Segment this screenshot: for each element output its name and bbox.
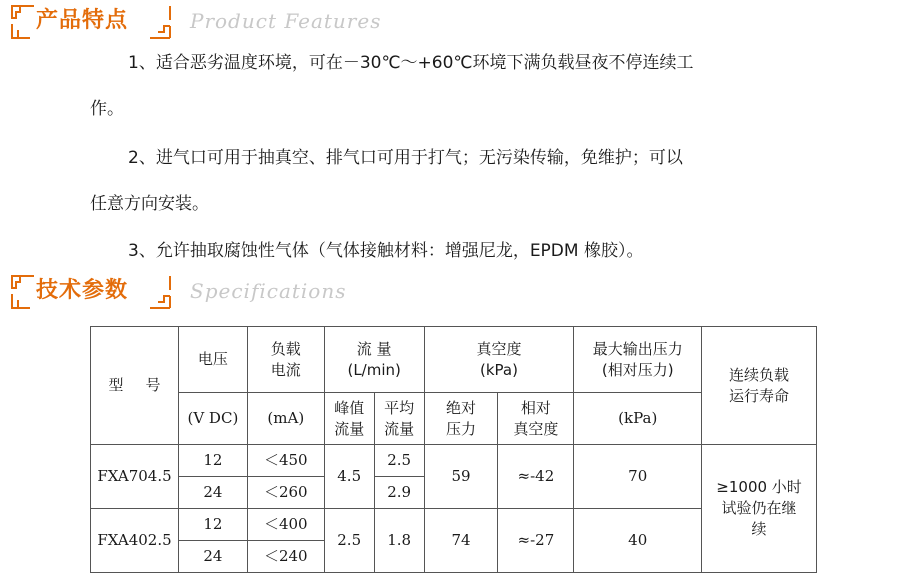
- feature-1-line1: 1、适合恶劣温度环境，可在－30℃～+60℃环境下满负载昼夜不停连续工: [128, 53, 694, 73]
- header-flow-peak: 峰值 流量: [324, 393, 374, 445]
- header-flow-avg: 平均 流量: [374, 393, 424, 445]
- table-cell: 40: [574, 509, 702, 573]
- row-model-2: FXA402.5: [91, 509, 179, 573]
- table-cell: 70: [574, 445, 702, 509]
- header-pressure-unit: (kPa): [574, 393, 702, 445]
- feature-1: [90, 40, 830, 132]
- header-life: 连续负载 运行寿命: [702, 327, 817, 445]
- feature-1-line2: 作。: [90, 99, 124, 119]
- header-pressure: 最大输出压力 (相对压力): [574, 327, 702, 393]
- header-model: 型 号: [91, 327, 179, 445]
- table-cell: 24: [178, 541, 247, 573]
- header-current: 负载 电流: [247, 327, 324, 393]
- table-cell: 4.5: [324, 445, 374, 509]
- spec-table: [90, 326, 817, 573]
- header-voltage: 电压: [178, 327, 247, 393]
- table-cell: ＜260: [247, 477, 324, 509]
- table-cell: 2.5: [324, 509, 374, 573]
- header-vac-rel: 相对 真空度: [498, 393, 574, 445]
- header-current-unit: (mA): [247, 393, 324, 445]
- feature-2-line1: 2、进气口可用于抽真空、排气口可用于打气；无污染传输，免维护；可以: [128, 148, 683, 168]
- spec-title-en: Specifications: [190, 279, 347, 303]
- table-cell: ≈-27: [498, 509, 574, 573]
- feature-3-line1: 3、允许抽取腐蚀性气体（气体接触材料：增强尼龙，EPDM 橡胶）。: [128, 241, 644, 261]
- table-cell: 24: [178, 477, 247, 509]
- row-model-1: FXA704.5: [91, 445, 179, 509]
- features-header: [0, 2, 900, 42]
- header-voltage-unit: (V DC): [178, 393, 247, 445]
- table-cell: 2.5: [374, 445, 424, 477]
- header-flow: 流 量 (L/min): [324, 327, 424, 393]
- table-cell: 59: [424, 445, 498, 509]
- table-cell: 2.9: [374, 477, 424, 509]
- life-cell: ≥1000 小时 试验仍在继 续: [702, 445, 817, 573]
- spec-title: 技术参数: [36, 278, 129, 303]
- table-cell: ＜240: [247, 541, 324, 573]
- header-vacuum: 真空度 (kPa): [424, 327, 574, 393]
- feature-3: [90, 228, 830, 274]
- table-cell: ＜400: [247, 509, 324, 541]
- right-bracket-ornament-icon: [148, 274, 192, 310]
- feature-2-line2: 任意方向安装。: [90, 194, 209, 214]
- table-cell: 74: [424, 509, 498, 573]
- table-cell: 12: [178, 445, 247, 477]
- feature-2: [90, 135, 830, 227]
- features-title-en: Product Features: [190, 9, 382, 33]
- table-cell: 12: [178, 509, 247, 541]
- table-cell: ＜450: [247, 445, 324, 477]
- table-cell: 1.8: [374, 509, 424, 573]
- table-cell: ≈-42: [498, 445, 574, 509]
- header-vac-abs: 绝对 压力: [424, 393, 498, 445]
- right-bracket-ornament-icon: [148, 4, 192, 40]
- spec-header: [0, 272, 900, 312]
- features-title: 产品特点: [36, 8, 129, 33]
